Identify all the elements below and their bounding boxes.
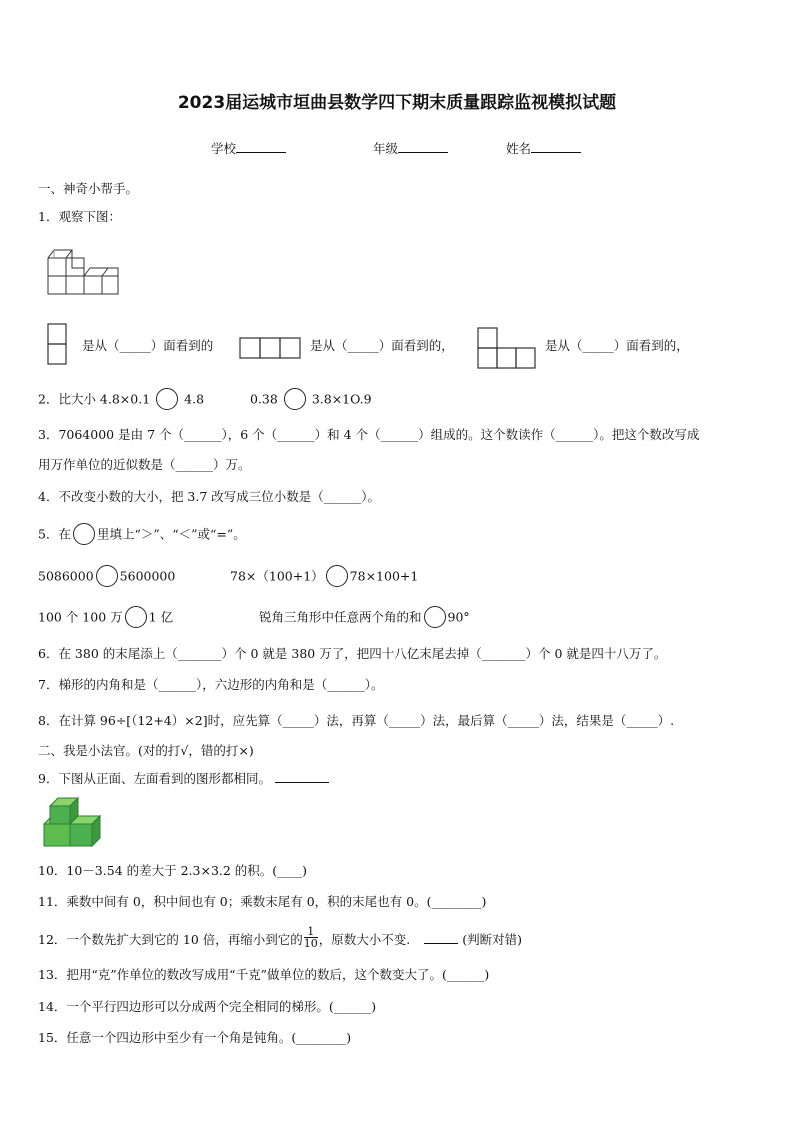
q1-label: 1．观察下图： [38, 209, 121, 224]
compare-circle[interactable] [156, 388, 178, 410]
q11: 11．乘数中间有 0，积中间也有 0；乘数末尾有 0，积的末尾也有 0。(________) [38, 894, 487, 909]
compare-circle[interactable] [326, 565, 348, 587]
q5-r2-b-right: 90° [447, 609, 470, 625]
compare-circle[interactable] [424, 606, 446, 628]
q3-line1: 3．7064000 是由 7 个（______），6 个（______）和 4 个（______）组成的。这个数读作（______）。把这个数改写成 [38, 427, 700, 442]
q9-text: 9．下图从正面、左面看到的图形都相同。 [38, 771, 271, 786]
q12-answer-blank[interactable] [424, 931, 458, 944]
section-1-heading: 一、神奇小帮手。 [38, 181, 139, 196]
page-title: 2023届运城市垣曲县数学四下期末质量跟踪监视模拟试题 [177, 93, 617, 113]
school-label: 学校 [211, 141, 237, 156]
q5-r1-b-right: 78×100+1 [349, 568, 419, 584]
q12 [38, 925, 523, 952]
name-label: 姓名 [506, 141, 532, 156]
q1-cube-figure [46, 246, 120, 296]
q1-view-c-text: 是从（_____）面看到的， [545, 338, 689, 353]
q5-r2-b-left: 锐角三角形中任意两个角的和 [259, 609, 422, 625]
name-blank[interactable] [531, 140, 581, 153]
q15: 15．任意一个四边形中至少有一个角是钝角。(________) [38, 1030, 352, 1045]
q1-view-a-text: 是从（_____）面看到的 [82, 338, 214, 353]
q5-r2-b [259, 607, 470, 629]
q7: 7．梯形的内角和是（______），六边形的内角和是（______）。 [38, 677, 384, 692]
q4: 4．不改变小数的大小，把 3.7 改写成三位小数是（______）。 [38, 489, 381, 504]
q5-r2-a-left: 100 个 100 万 [38, 609, 123, 625]
q5-instruction [38, 524, 246, 546]
compare-circle[interactable] [96, 565, 118, 587]
view-c-figure [476, 326, 538, 370]
grade-label: 年级 [373, 141, 399, 156]
q3-line2: 用万作单位的近似数是（______）万。 [38, 457, 251, 472]
school-field[interactable] [211, 140, 286, 158]
q2-a-right: 4.8 [184, 391, 205, 407]
q5-post: 里填上“＞”、“＜”或“=”。 [96, 526, 246, 542]
q8: 8．在计算 96÷[（12+4）×2]时，应先算（_____）法，再算（_____）法，最后算（_____）法，结果是（_____）. [38, 713, 675, 728]
q5-r2-a-right: 1 亿 [148, 609, 174, 625]
q9-green-cubes-figure [40, 796, 104, 848]
grade-field[interactable] [373, 140, 448, 158]
q9-answer-blank[interactable] [275, 770, 329, 783]
compare-circle [73, 523, 95, 545]
school-blank[interactable] [236, 140, 286, 153]
q10: 10．10－3.54 的差大于 2.3×3.2 的积。(____) [38, 863, 308, 878]
q2-b-right: 3.8×1O.9 [311, 391, 372, 407]
q14: 14．一个平行四边形可以分成两个完全相同的梯形。(______) [38, 999, 377, 1014]
section-2-heading: 二、我是小法官。(对的打√，错的打×) [38, 743, 254, 758]
q2-b [250, 389, 372, 411]
view-b-figure [238, 336, 302, 360]
q12-post: ，原数大小不变. [318, 932, 411, 947]
view-a-figure [46, 322, 70, 366]
q13: 13．把用“克”作单位的数改写成用“千克”做单位的数后，这个数变大了。(______) [38, 967, 490, 982]
grade-blank[interactable] [398, 140, 448, 153]
q5-r1-a-left: 5086000 [38, 568, 94, 584]
q5-r1-a [38, 566, 175, 588]
fraction [304, 926, 318, 949]
q2-b-left: 0.38 [250, 391, 278, 407]
q9 [38, 770, 329, 788]
q12-pre: 12．一个数先扩大到它的 10 倍，再缩小到它的 [38, 932, 303, 947]
fraction-numerator: 1 [304, 926, 318, 938]
compare-circle[interactable] [284, 388, 306, 410]
name-field[interactable] [506, 140, 581, 158]
fraction-denominator: 10 [303, 937, 318, 950]
q12-tail: (判断对错) [462, 932, 523, 947]
q2 [38, 389, 204, 411]
q5-pre: 5．在 [38, 526, 71, 542]
q5-r1-b-left: 78×（100+1） [230, 568, 324, 584]
q5-r1-a-right: 5600000 [119, 568, 176, 584]
q2-prefix: 2．比大小 4.8×0.1 [38, 391, 151, 407]
compare-circle[interactable] [125, 606, 147, 628]
q6: 6．在 380 的末尾添上（_______）个 0 就是 380 万了，把四十八亿末尾去掉（_______）个 0 就是四十八万了。 [38, 646, 667, 661]
q5-r2-a [38, 607, 173, 629]
q5-r1-b [230, 566, 418, 588]
q1-view-b-text: 是从（_____）面看到的， [310, 338, 454, 353]
